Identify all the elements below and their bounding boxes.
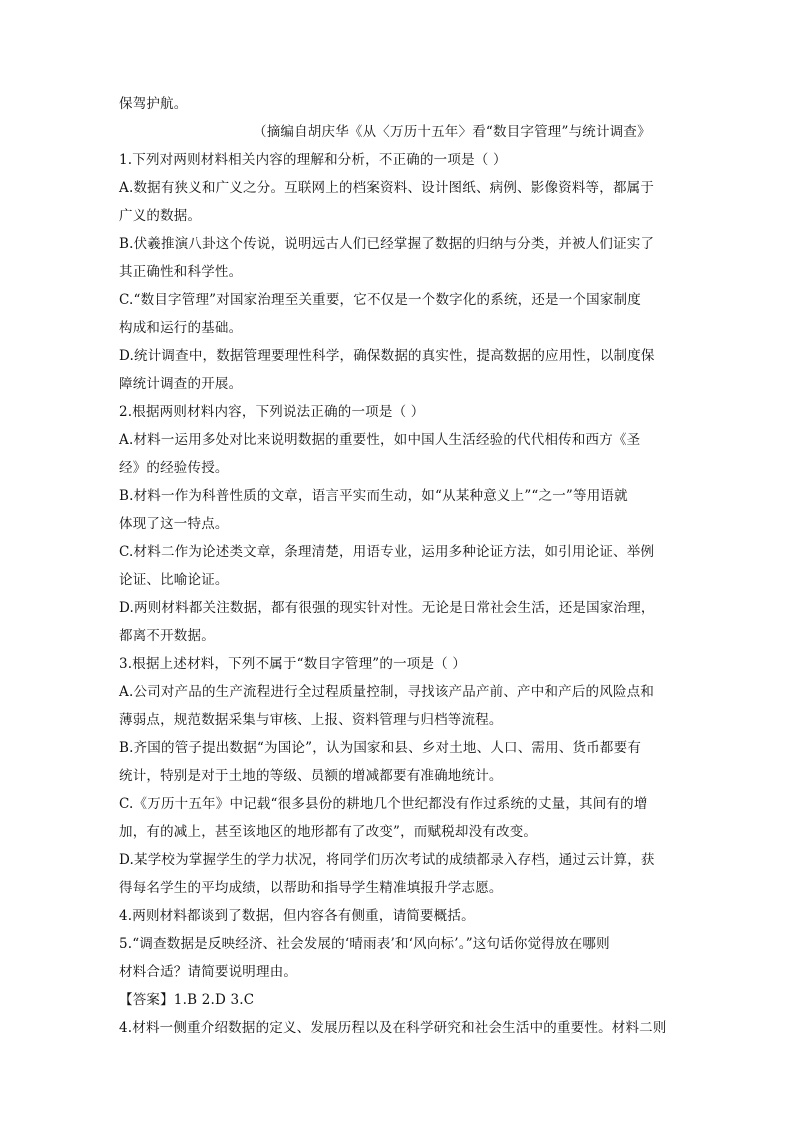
text-line: 其正确性和科学性。: [119, 264, 243, 280]
text-line: 障统计调查的开展。: [119, 376, 243, 392]
text-line: 保驾护航。: [119, 96, 188, 112]
answer-4: 4.材料一侧重介绍数据的定义、发展历程以及在科学研究和社会生活中的重要性。材料二则: [119, 1020, 667, 1036]
option-1b: B.伏羲推演八卦这个传说，说明远古人们已经掌握了数据的归纳与分类，并被人们证实了: [119, 236, 655, 252]
answer-key: 【答案】1.B 2.D 3.C: [119, 992, 255, 1008]
option-3b: B.齐国的管子提出数据“为国论”，认为国家和县、乡对土地、人口、需用、货币都要有: [119, 740, 642, 756]
option-2a: A.材料一运用多处对比来说明数据的重要性，如中国人生活经验的代代相传和西方《圣: [119, 432, 641, 448]
option-1d: D.统计调查中，数据管理要理性科学，确保数据的真实性，提高数据的应用性，以制度保: [119, 348, 655, 364]
option-3a: A.公司对产品的生产流程进行全过程质量控制，寻找该产品产前、产中和产后的风险点和: [119, 684, 655, 700]
text-line: 经》的经验传授。: [119, 460, 229, 476]
text-line: 加，有的减上，甚至该地区的地形都有了改变”，而赋税却没有改变。: [119, 824, 538, 840]
question-1: 1.下列对两则材料相关内容的理解和分析，不正确的一项是（ ）: [119, 152, 507, 168]
text-line: 论证、比喻论证。: [119, 572, 229, 588]
text-line: 构成和运行的基础。: [119, 320, 243, 336]
text-line: 统计，特别是对于土地的等级、员额的增减都要有准确地统计。: [119, 768, 503, 784]
option-1c: C.“数目字管理”对国家治理至关重要，它不仅是一个数字化的系统，还是一个国家制度: [119, 292, 641, 308]
text-line: 薄弱点，规范数据采集与审核、上报、资料管理与归档等流程。: [119, 712, 503, 728]
text-line: 体现了这一特点。: [119, 516, 229, 532]
option-3d: D.某学校为掌握学生的学力状况，将同学们历次考试的成绩都录入存档，通过云计算，获: [119, 852, 655, 868]
option-1a: A.数据有狭义和广义之分。互联网上的档案资料、设计图纸、病例、影像资料等，都属于: [119, 180, 655, 196]
text-line: 材料合适？请简要说明理由。: [119, 964, 298, 980]
question-3: 3.根据上述材料，下列不属于“数目字管理”的一项是（ ）: [119, 656, 467, 672]
question-5: 5.“调查数据是反映经济、社会发展的‘晴雨表’和‘风向标’。”这句话你觉得放在哪则: [119, 936, 610, 952]
option-2b: B.材料一作为科普性质的文章，语言平实而生动，如“从某种意义上”“之一”等用语就: [119, 488, 628, 504]
option-2c: C.材料二作为论述类文章，条理清楚，用语专业，运用多种论证方法，如引用论证、举例: [119, 544, 655, 560]
source-citation: （摘编自胡庆华《从〈万历十五年〉看“数目字管理”与统计调查》: [253, 124, 651, 140]
question-2: 2.根据两则材料内容，下列说法正确的一项是（ ）: [119, 404, 425, 420]
text-line: 广义的数据。: [119, 208, 202, 224]
option-3c: C.《万历十五年》中记载“很多县份的耕地几个世纪都没有作过系统的丈量，其间有的增: [119, 796, 648, 812]
text-line: 都离不开数据。: [119, 628, 215, 644]
text-line: 得每名学生的平均成绩，以帮助和指导学生精准填报升学志愿。: [119, 880, 503, 896]
question-4: 4.两则材料都谈到了数据，但内容各有侧重，请简要概括。: [119, 908, 475, 924]
option-2d: D.两则材料都关注数据，都有很强的现实针对性。无论是日常社会生活，还是国家治理，: [119, 600, 655, 616]
